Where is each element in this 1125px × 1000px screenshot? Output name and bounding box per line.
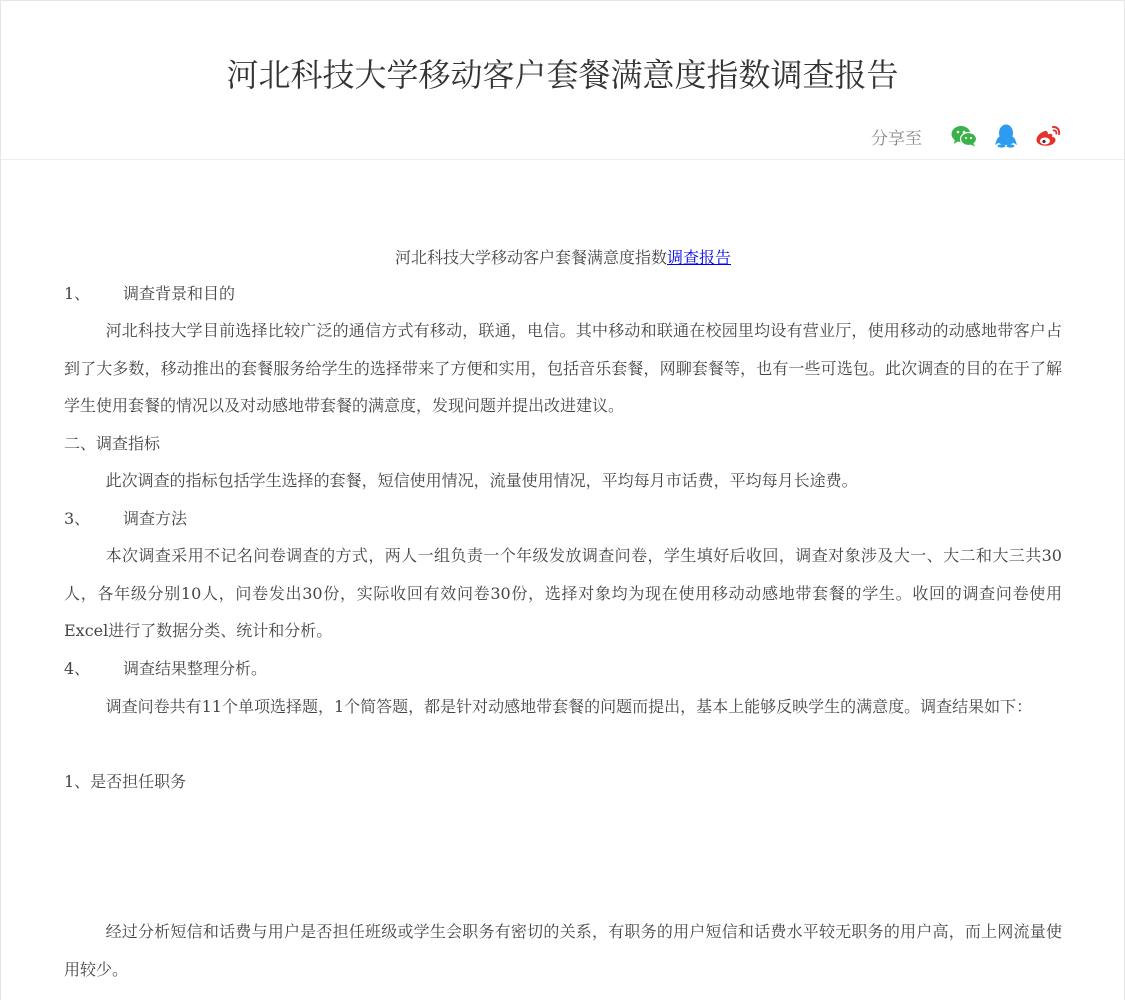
section-1-heading (64, 275, 235, 313)
section-3-number: 3、 (64, 509, 91, 528)
document-heading-text: 河北科技大学移动客户套餐满意度指数 (394, 248, 667, 267)
section-4-paragraph: 调查问卷共有11个单项选择题，1个简答题，都是针对动感地带套餐的问题而提出，基本上能够反映学生的满意度。调查结果如下： (105, 697, 1033, 716)
section-1-title: 调查背景和目的 (123, 284, 236, 303)
qq-icon[interactable] (992, 122, 1020, 150)
section-1-paragraph: 河北科技大学目前选择比较广泛的通信方式有移动，联通，电信。其中移动和联通在校园里均设有营业厅，使用移动的动感地带客户占到了大多数，移动推出的套餐服务给学生的选择带来了方便和实用，包括音乐套餐，网聊套餐等，也有一些可选包。此次调查的目的在于了解学生使用套餐的情况以及对动感地带套餐的满意度，发现问题并提出改进建议。 (64, 321, 1062, 415)
wechat-icon[interactable] (950, 122, 978, 150)
share-bar (871, 121, 1062, 151)
section-2-paragraph: 此次调查的指标包括学生选择的套餐，短信使用情况，流量使用情况，平均每月市话费，平均每月长途费。 (105, 471, 858, 490)
page-title: 河北科技大学移动客户套餐满意度指数调查报告 (226, 56, 899, 94)
section-4-number: 4、 (64, 659, 91, 678)
section-3-heading (64, 500, 187, 538)
result-item-1-title: 1、是否担任职务 (64, 772, 187, 791)
article-header (1, 1, 1124, 160)
survey-report-link[interactable]: 调查报告 (667, 248, 732, 267)
section-3-title: 调查方法 (123, 509, 188, 528)
weibo-icon[interactable] (1034, 122, 1062, 150)
section-2-heading: 二、调查指标 (64, 434, 161, 453)
section-4-title: 调查结果整理分析。 (123, 659, 268, 678)
result-item-1-analysis: 经过分析短信和话费与用户是否担任班级或学生会职务有密切的关系，有职务的用户短信和话费水平较无职务的用户高，而上网流量使用较少。 (64, 922, 1062, 979)
document-heading (64, 239, 1062, 277)
section-3-paragraph: 本次调查采用不记名问卷调查的方式，两人一组负责一个年级发放调查问卷，学生填好后收回，调查对象涉及大一、大二和大三共30人，各年级分别10人，问卷发出30份，实际收回有效问卷30份，选择对象均为现在使用移动动感地带套餐的学生。收回的调查问卷使用Excel进行了数据分类、统计和分析。 (64, 546, 1062, 640)
share-label: 分享至 (871, 128, 922, 149)
section-4-heading (64, 650, 267, 688)
section-1-number: 1、 (64, 284, 91, 303)
